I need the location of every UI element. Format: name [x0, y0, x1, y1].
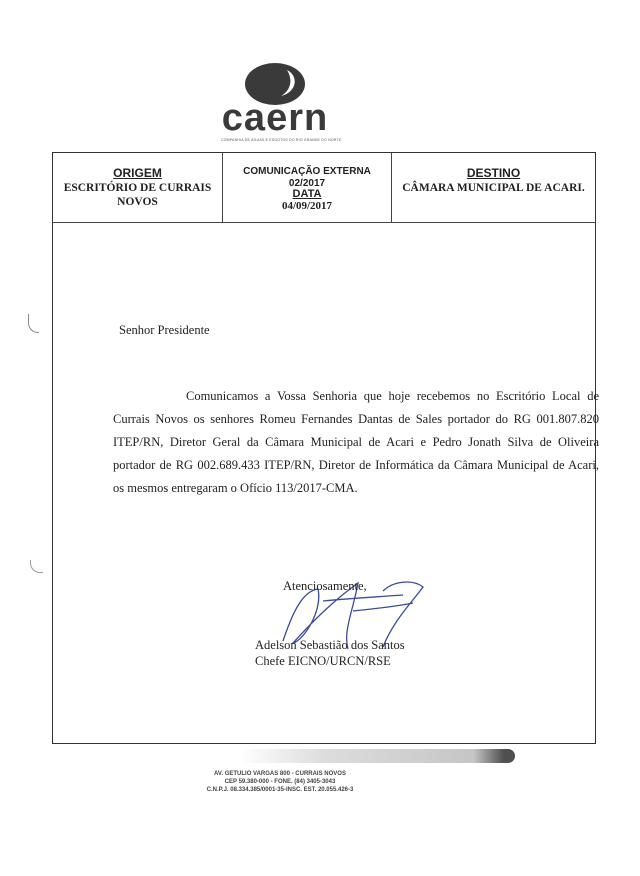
communication-label: COMUNICAÇÃO EXTERNA	[243, 166, 371, 177]
logo-tagline: COMPANHIA DE ÁGUAS E ESGOTOS DO RIO GRANDE DO NORTE	[221, 138, 342, 142]
scan-mark	[28, 314, 39, 333]
scan-smudge	[240, 749, 515, 763]
date-value: 04/09/2017	[281, 199, 333, 212]
origin-cell	[53, 153, 223, 222]
closing: Atenciosamente,	[283, 579, 367, 593]
origin-label: ORIGEM	[113, 166, 162, 180]
footer-address: AV. GETULIO VARGAS 800 - CURRAIS NOVOS	[214, 771, 346, 777]
footer-registration: C.N.P.J. 08.334.385/0001-35-INSC. EST. 20.055.426-3	[206, 787, 354, 793]
communication-cell	[223, 153, 392, 222]
date-label: DATA	[292, 188, 322, 200]
signer-block	[255, 637, 405, 669]
document-header	[53, 153, 595, 223]
letter-body: Comunicamos a Vossa Senhoria que hoje recebemos no Escritório Local de Currais Novos os senhores Romeu Fernandes Dantas de Sales portador do RG 001.807.820 ITEP/RN, Diretor Geral da Câmara Municipal de Acari e Pedro Jonath Silva de Oliveira portador de RG 002.689.433 ITEP/RN, Diretor de Informática da Câmara Municipal de Acari, os mesmos entregaram o Ofício 113/2017-CMA.	[113, 389, 599, 495]
signer-name: Adelson Sebastião dos Santos	[255, 638, 405, 652]
document-frame	[52, 152, 599, 744]
salutation: Senhor Presidente	[119, 323, 210, 337]
page-footer	[160, 770, 400, 794]
footer-contact: CEP 59.380-000 - FONE. (84) 3405-3043	[224, 779, 336, 785]
communication-number: 02/2017	[288, 177, 326, 189]
destination-cell	[392, 153, 595, 222]
destination-value: CÂMARA MUNICIPAL DE ACARI.	[402, 182, 585, 194]
destination-label: DESTINO	[466, 166, 521, 180]
signer-title: Chefe EICNO/URCN/RSE	[255, 654, 391, 668]
origin-value: ESCRITÓRIO DE CURRAIS NOVOS	[63, 182, 212, 208]
logo-wordmark: caern	[221, 97, 329, 139]
scan-mark	[30, 560, 43, 573]
company-logo	[215, 62, 342, 142]
